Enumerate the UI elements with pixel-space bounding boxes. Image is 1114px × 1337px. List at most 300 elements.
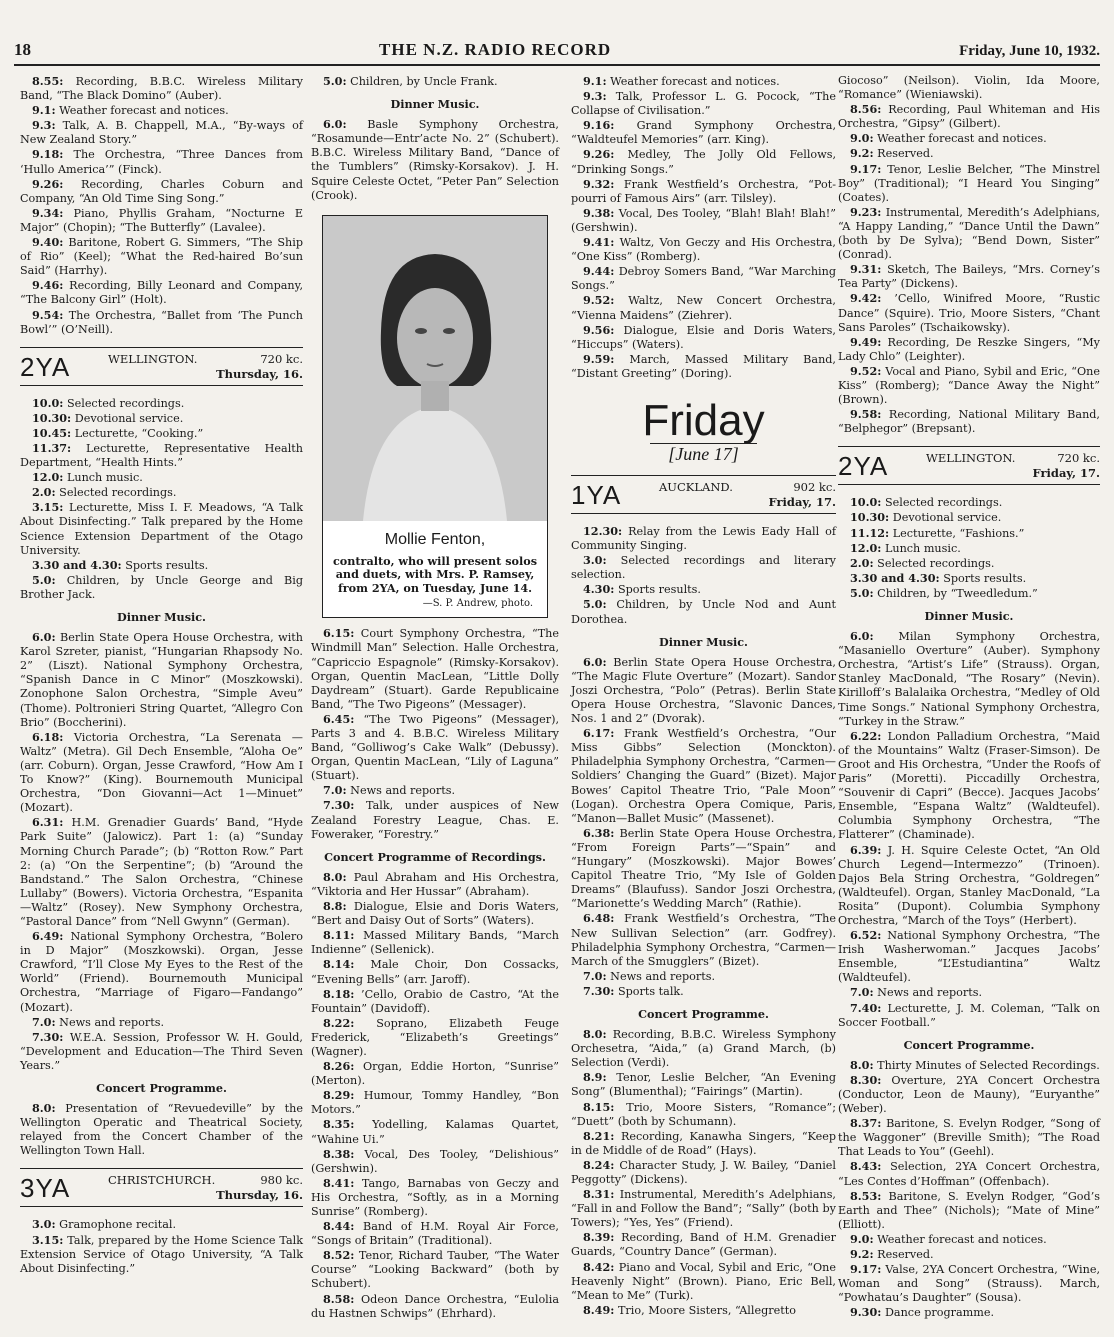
station-city: AUCKLAND. (659, 479, 733, 494)
entry-text: ’Cello, Winifred Moore, “Rustic Dance” (Squire). Trio, Moore Sisters, “Chant Sans Paroles” (Tschaikowsky). (838, 292, 1100, 334)
entry-time: 9.42: (850, 291, 882, 306)
programme-entry (838, 1262, 1100, 1305)
section-heading: Concert Programme. (638, 1006, 769, 1021)
entry-text: Sketch, The Baileys, “Mrs. Corney’s Tea Party” (Dickens). (838, 263, 1101, 291)
programme-entry (20, 426, 303, 441)
entry-text: Grand Symphony Orchestra, “Waldteufel Memories” (arr. King). (571, 119, 836, 147)
entry-time: 8.56: (850, 102, 882, 117)
programme-entry (20, 1233, 303, 1276)
programme-entry (838, 1305, 1100, 1320)
programme-entry (20, 929, 303, 1015)
entry-text: Weather forecast and notices. (59, 104, 229, 118)
entry-time: 8.52: (323, 1248, 355, 1263)
photo-subject-name: Mollie Fenton, (384, 530, 486, 548)
entry-text: Organ, Eddie Horton, “Sunrise” (Merton). (311, 1060, 559, 1088)
programme-entry (838, 1159, 1100, 1188)
portrait-illustration (323, 216, 547, 521)
programme-entry (571, 1100, 836, 1129)
entry-text: Devotional service. (74, 411, 184, 425)
entry-time: 10.30: (32, 410, 72, 425)
section-heading: Dinner Music. (390, 97, 480, 112)
entry-text: Recording, National Military Band, “Belphegor” (Brepsant). (838, 408, 1100, 436)
programme-entry (20, 206, 303, 235)
entry-text: News and reports. (350, 784, 456, 798)
programme-entry (571, 264, 836, 293)
entry-time: 8.21: (583, 1128, 615, 1143)
section-heading: Dinner Music. (924, 609, 1014, 623)
programme-entry (571, 524, 836, 553)
programme-entry (311, 870, 559, 899)
portrait-photo (322, 215, 548, 619)
entry-time: 9.44: (583, 264, 615, 279)
section-heading: Dinner Music. (117, 610, 206, 624)
entry-time: 7.40: (850, 1000, 882, 1015)
entry-time: 6.15: (323, 626, 355, 641)
section-heading: Concert Programme. (96, 1081, 227, 1095)
station-header (20, 1168, 303, 1207)
programme-entry (311, 117, 559, 203)
programme-entry (311, 783, 559, 798)
programme-entry (838, 364, 1100, 407)
programme-entry (571, 1230, 836, 1259)
programme-entry (571, 118, 836, 147)
programme-entry (571, 826, 836, 912)
programme-entry (571, 553, 836, 582)
continued-text: Giocoso” (Neilson). Violin, Ida Moore, “Romance” (Wieniawski). (838, 74, 1100, 102)
programme-entry (838, 262, 1100, 291)
entry-time: 6.22: (850, 728, 882, 743)
entry-text: Trio, Moore Sisters, “Allegretto (617, 1303, 796, 1317)
column-4 (838, 74, 1100, 1321)
entry-time: 8.37: (850, 1116, 882, 1131)
entry-time: 9.49: (850, 334, 882, 349)
entry-text: Devotional service. (892, 511, 1002, 525)
programme-entry (838, 495, 1100, 510)
entry-text: Talk, Professor L. G. Pocock, “The Collapse of Civilisation.” (571, 90, 836, 118)
entry-text: Baritone, Robert G. Simmers, “The Ship of Rio” (Keel); “What the Red-haired Bo’sun Said” (Harrhy). (20, 236, 303, 278)
programme-entry (311, 899, 559, 928)
entry-text: Talk, under auspices of New Zealand Forestry League, Chas. E. Foweraker, “Forestry.” (311, 799, 559, 841)
entry-time: 6.49: (32, 929, 64, 944)
programme-entry (838, 571, 1100, 586)
entry-text: National Symphony Orchestra, “The Irish Washerwoman.” Jacques Jacobs’ Ensemble, “L’Estudiantina” Waltz (Waldteufel). (838, 929, 1100, 985)
programme-entry (838, 1247, 1100, 1262)
entry-time: 9.18: (32, 147, 64, 162)
entry-text: Waltz, Von Geczy and His Orchestra, “One Kiss” (Romberg). (571, 236, 836, 264)
programme-entry (20, 1101, 303, 1158)
entry-text: Soprano, Elizabeth Feuge Frederick, “Elizabeth’s Greetings” (Wagner). (311, 1016, 559, 1058)
entry-time: 8.9: (583, 1070, 607, 1085)
programme-entry (20, 118, 303, 147)
station-header (571, 475, 836, 514)
entry-time: 8.38: (323, 1146, 355, 1161)
entry-text: Tenor, Leslie Belcher, “The Minstrel Boy” (Traditional); “I Heard You Singing” (Coates). (838, 162, 1100, 204)
programme-entry (311, 1147, 559, 1176)
entry-time: 9.46: (32, 278, 64, 293)
entry-time: 8.44: (323, 1219, 355, 1234)
entry-text: Baritone, S. Evelyn Rodger, “God’s Earth and Thee” (Nichols); “Mate of Mine” (Elliott). (838, 1189, 1100, 1231)
entry-time: 12.0: (850, 540, 882, 555)
entry-text: Selected recordings. (66, 396, 185, 410)
programme-entry (571, 911, 836, 968)
entry-time: 3.15: (32, 500, 64, 515)
programme-entry (20, 500, 303, 557)
programme-entry (838, 1189, 1100, 1232)
entry-text: Waltz, New Concert Orchestra, “Vienna Maidens” (Ziehrer). (571, 294, 836, 322)
entry-time: 7.0: (32, 1014, 56, 1029)
entry-time: 7.30: (583, 983, 615, 998)
entry-time: 8.18: (323, 986, 355, 1001)
programme-entry (838, 526, 1100, 541)
programme-entry (20, 470, 303, 485)
entry-time: 8.26: (323, 1059, 355, 1074)
entry-text: ’Cello, Orabio de Castro, “At the Fountain” (Davidoff). (311, 987, 559, 1015)
entry-time: 6.39: (850, 842, 882, 857)
programme-entry (571, 89, 836, 118)
entry-text: Piano, Phyllis Graham, “Nocturne E Major” (Chopin); “The Butterfly” (Lavalee). (20, 206, 303, 234)
programme-entry (311, 1016, 559, 1059)
programme-entry (311, 74, 559, 89)
entry-time: 10.0: (850, 495, 882, 510)
entry-text: Basle Symphony Orchestra, “Rosamunde—Entr’acte No. 2” (Schubert). B.B.C. Wireless Military Band, “Dance of the Tumblers” (Rimsky-Korsakov). J. H. Squire Celeste Octet, “Peter Pan” Selection (Crook). (311, 118, 559, 202)
programme-entry (311, 957, 559, 986)
programme-entry (20, 1015, 303, 1030)
entry-text: Vocal, Des Tooley, “Delishious” (Gershwin). (311, 1147, 559, 1175)
entry-time: 6.38: (583, 825, 615, 840)
entry-time: 8.0: (323, 869, 347, 884)
entry-time: 6.0: (583, 654, 607, 669)
entry-time: 3.15: (32, 1232, 64, 1247)
programme-entry (311, 626, 559, 712)
programme-entry (838, 985, 1100, 1000)
entry-text: Sports results. (125, 558, 209, 572)
entry-time: 7.30: (32, 1029, 64, 1044)
programme-entry (20, 411, 303, 426)
entry-time: 10.45: (32, 425, 72, 440)
entry-text: Baritone, S. Evelyn Rodger, “Song of the Waggoner” (Breville Smith); “The Road That Leads to You” (Geehl). (838, 1117, 1100, 1159)
entry-time: 8.0: (850, 1057, 874, 1072)
programme-entry (838, 335, 1100, 364)
entry-text: London Palladium Orchestra, “Maid of the Mountains” Waltz (Fraser-Simson). De Groot and His Orchestra, “Under the Roofs of Paris” (Moretti). Piccadilly Orchestra, “Souvenir di Capri” (Becce). Jacques Jacobs’ Ensemble, “Espana Waltz” (Waldteufel). Columbia Symphony Orchestra, “The Flatterer” (Chaminade). (838, 729, 1100, 842)
programme-entry (311, 928, 559, 957)
programme-entry (571, 1158, 836, 1187)
entry-text: Lecturette, “Fashions.” (892, 526, 1025, 540)
entry-text: Dialogue, Elsie and Doris Waters, “Hiccups” (Waters). (571, 323, 836, 351)
entry-time: 2.0: (32, 485, 56, 500)
programme-entry (311, 1059, 559, 1088)
entry-text: Reserved. (877, 147, 934, 161)
programme-entry (571, 1129, 836, 1158)
entry-text: Victoria Orchestra, “La Serenata —Waltz” (Metra). Gil Dech Ensemble, “Aloha Oe” (arr. Coburn). Organ, Jesse Crawford, “How Am I To Know?” (King). Bournemouth Municipal Orchestra, “Don Giovanni—Act 1—Minuet” (Mozart). (20, 730, 303, 815)
entry-time: 2.0: (850, 555, 874, 570)
programme-entry (311, 1219, 559, 1248)
programme-entry (20, 235, 303, 278)
day-banner (571, 395, 836, 465)
entry-text: Odeon Dance Orchestra, “Eulolia du Hastnen Schwips” (Ehrhard). (311, 1292, 560, 1320)
entry-text: News and reports. (59, 1015, 165, 1029)
entry-time: 4.30: (583, 582, 615, 597)
programme-entry (838, 102, 1100, 131)
entry-time: 7.0: (323, 783, 347, 798)
programme-entry (838, 843, 1100, 929)
entry-time: 8.31: (583, 1187, 615, 1202)
entry-text: Piano and Vocal, Sybil and Eric, “One Heavenly Night” (Brown). Piano, Eric Bell, “Mean to Me” (Turk). (571, 1260, 836, 1302)
section-heading: Dinner Music. (659, 634, 748, 649)
entry-text: Children, by “Tweedledum.” (877, 586, 1038, 600)
entry-time: 9.26: (583, 147, 615, 162)
entry-text: Valse, 2YA Concert Orchestra, “Wine, Woman and Song” (Strauss). March, “Powhatau’s Daughter” (Sousa). (838, 1263, 1100, 1305)
entry-time: 6.0: (850, 629, 874, 644)
programme-entry (838, 1073, 1100, 1116)
programme-entry (20, 177, 303, 206)
station-city: CHRISTCHURCH. (108, 1173, 216, 1188)
photo-credit: —S. P. Andrew, photo. (422, 598, 533, 610)
entry-text: Selected recordings. (59, 486, 177, 500)
entry-time: 8.53: (850, 1188, 882, 1203)
programme-entry (20, 558, 303, 573)
entry-time: 9.31: (850, 262, 882, 277)
station-header (838, 446, 1100, 485)
entry-time: 9.16: (583, 118, 615, 133)
entry-text: Selected recordings and literary selection. (571, 554, 837, 582)
entry-time: 9.34: (32, 205, 64, 220)
entry-text: March, Massed Military Band, “Distant Greeting” (Doring). (571, 352, 836, 380)
entry-time: 8.11: (323, 928, 355, 943)
programme-entry (20, 630, 303, 730)
entry-time: 12.30: (583, 523, 623, 538)
entry-time: 8.0: (32, 1101, 56, 1116)
entry-text: Weather forecast and notices. (877, 1232, 1047, 1246)
entry-text: Medley, The Jolly Old Fellows, “Drinking Songs.” (571, 148, 837, 176)
programme-entry (20, 103, 303, 118)
station-code: 3YA (20, 1173, 71, 1204)
entry-text: Paul Abraham and His Orchestra, “Viktoria and Her Hussar” (Abraham). (311, 870, 560, 898)
entry-text: Lunch music. (884, 541, 961, 555)
entry-time: 8.39: (583, 1230, 615, 1245)
programme-entry (838, 556, 1100, 571)
entry-time: 9.58: (850, 407, 882, 422)
entry-text: H.M. Grenadier Guards’ Band, “Hyde Park Suite” (Jalowicz). Part 1: (a) “Sunday Morning Church Parade”; (b) “Rotton Row.” Part 2: (a) “On the Serpentine”; (b) “Around the Bandstand.” The Salon Orchestra, “Chinese Lullaby” (Bowers). Victoria Orchestra, “Espanita—Waltz” (Rosey). New Symphony Orchestra, “Pastoral Dance” from “Nell Gwynn” (German). (20, 816, 303, 928)
entry-text: Instrumental, Meredith’s Adelphians, “Fall in and Follow the Band”; “Sally” (both by Towers); “Yes, Yes” (Friend). (571, 1188, 836, 1230)
programme-entry (838, 586, 1100, 601)
station-city: WELLINGTON. (108, 351, 198, 366)
entry-text: Recording, Billy Leonard and Company, “The Balcony Girl” (Holt). (20, 279, 303, 307)
programme-entry (571, 984, 836, 999)
entry-time: 8.14: (323, 957, 355, 972)
station-frequency: 980 kc. (260, 1173, 303, 1188)
entry-text: Lunch music. (66, 471, 143, 485)
entry-time: 9.1: (583, 74, 607, 88)
entry-time: 6.48: (583, 911, 615, 926)
entry-text: Lecturette, Miss I. F. Meadows, “A Talk About Disinfecting.” Talk prepared by the Home Science Extension Department of the Otago University. (20, 501, 303, 557)
entry-text: Children, by Uncle George and Big Brother Jack. (20, 573, 303, 601)
entry-time: 9.17: (850, 1262, 882, 1277)
entry-time: 9.38: (583, 205, 615, 220)
programme-entry (838, 407, 1100, 436)
entry-text: Massed Military Bands, “March Indienne” (Sellenick). (311, 929, 559, 957)
entry-text: Dance programme. (884, 1306, 995, 1320)
entry-text: Lecturette, “Cooking.” (74, 426, 204, 440)
entry-time: 9.3: (32, 118, 56, 133)
station-day: Friday, 17. (1032, 466, 1100, 481)
page-number: 18 (14, 40, 31, 59)
entry-text: Trio, Moore Sisters, “Romance”; “Duett” (both by Schumann). (571, 1100, 836, 1128)
entry-time: 8.29: (323, 1088, 355, 1103)
entry-text: Recording, Paul Whiteman and His Orchestra, “Gipsy” (Gilbert). (838, 103, 1100, 131)
programme-entry (311, 1292, 559, 1321)
section-heading: Concert Programme. (903, 1037, 1035, 1052)
entry-text: Recording, B.B.C. Wireless Military Band, “The Black Domino” (Auber). (20, 75, 303, 103)
entry-text: Court Symphony Orchestra, “The Windmill Man” Selection. Halle Orchestra, “Capriccio Espagnole” (Rimsky-Korsakov). Organ, Quentin MacLean, “Little Dolly Daydream” (Stuart). Garde Republicaine Band, “The Two Pigeons” (Messager). (311, 627, 559, 711)
programme-entry (838, 1058, 1100, 1073)
entry-time: 3.0: (583, 553, 607, 568)
entry-time: 5.0: (583, 597, 607, 612)
entry-text: Berlin State Opera House Orchestra, “The Magic Flute Overture” (Mozart). Sandor Joszi Orchestra, “Polo” (Petras). Berlin State Opera House Orchestra, “Slavonic Dances, Nos. 1 and 2” (Dvorak). (571, 655, 836, 726)
column-3 (571, 74, 836, 1318)
entry-text: Children, by Uncle Frank. (350, 75, 498, 88)
entry-time: 6.52: (850, 928, 882, 943)
entry-time: 6.0: (32, 630, 56, 645)
entry-time: 8.24: (583, 1157, 615, 1172)
entry-text: Talk, A. B. Chappell, M.A., “By-ways of New Zealand Story.” (20, 119, 303, 147)
entry-time: 9.17: (850, 161, 882, 176)
entry-text: Frank Westfield’s Orchestra, “The New Sullivan Selection” (arr. Godfrey). Philadelphia Symphony Orchestra, “Carmen—March of the Smugglers” (Bizet). (571, 912, 836, 968)
programme-entry (311, 1176, 559, 1219)
entry-time: 9.54: (32, 307, 64, 322)
entry-time: 8.0: (583, 1027, 607, 1042)
entry-text: Debroy Somers Band, “War Marching Songs.” (571, 265, 836, 293)
programme-entry (20, 396, 303, 411)
entry-text: Band of H.M. Royal Air Force, “Songs of Britain” (Traditional). (311, 1220, 559, 1248)
entry-text: Character Study, J. W. Bailey, “Daniel Peggotty” (Dickens). (571, 1158, 837, 1186)
entry-time: 9.2: (850, 1247, 874, 1262)
programme-entry (571, 293, 836, 322)
entry-time: 3.30 and 4.30: (32, 557, 122, 572)
publication-title: THE N.Z. RADIO RECORD (379, 40, 612, 59)
programme-entry (20, 815, 303, 929)
programme-entry (838, 291, 1100, 334)
entry-time: 7.0: (850, 985, 874, 1000)
programme-entry (838, 541, 1100, 556)
programme-entry (571, 352, 836, 381)
entry-text: News and reports. (877, 986, 983, 1000)
entry-time: 10.30: (850, 510, 890, 525)
entry-time: 10.0: (32, 395, 64, 410)
entry-text: Frank Westfield’s Orchestra, “Pot-pourri of Famous Airs” (arr. Tilsley). (571, 177, 836, 205)
station-city: WELLINGTON. (926, 451, 1016, 466)
entry-text: Vocal and Piano, Sybil and Eric, “One Kiss” (Romberg); “Dance Away the Night” (Brown). (838, 364, 1101, 407)
programme-entry (311, 1088, 559, 1117)
entry-time: 9.0: (850, 1231, 874, 1246)
programme-entry (571, 1027, 836, 1070)
programme-entry (571, 655, 836, 726)
station-code: 2YA (838, 451, 889, 482)
entry-text: Lecturette, J. M. Coleman, “Talk on Soccer Football.” (838, 1001, 1100, 1029)
programme-entry (838, 162, 1100, 205)
programme-entry (311, 987, 559, 1016)
entry-time: 9.3: (583, 89, 607, 104)
entry-text: Instrumental, Meredith’s Adelphians, “A Happy Landing,” “Dance Until the Dawn” (both by De Sylva); “Bend Down, Sister” (Conrad). (838, 205, 1100, 262)
entry-text: Talk, prepared by the Home Science Talk Extension Service of Otago University, “A Talk About Disinfecting.” (20, 1233, 303, 1275)
entry-text: Recording, Band of H.M. Grenadier Guards, “Country Dance” (German). (571, 1231, 836, 1259)
programme-entry (571, 1187, 836, 1230)
entry-text: Yodelling, Kalamas Quartet, “Wahine Ui.” (311, 1118, 559, 1146)
entry-time: 8.42: (583, 1259, 615, 1274)
entry-text: J. H. Squire Celeste Octet, “An Old Church Legend—Intermezzo” (Trinoen). Dajos Bela String Orchestra, “Goldregen” (Waldteufel). Organ, Stanley MacDonald, “La Rosita” (Dupont). Columbia Symphony Orchestra, “March of the Toys” (Herbert). (838, 843, 1100, 927)
programme-entry (20, 278, 303, 307)
entry-time: 9.52: (850, 363, 882, 378)
section-heading: Concert Programme of Recordings. (324, 849, 546, 864)
entry-time: 8.30: (850, 1072, 882, 1087)
programme-entry (571, 206, 836, 235)
entry-text: Humour, Tommy Handley, “Bon Motors.” (311, 1089, 559, 1117)
entry-time: 9.41: (583, 235, 615, 250)
programme-entry (838, 1232, 1100, 1247)
page-header (14, 34, 1100, 66)
entry-time: 6.18: (32, 729, 64, 744)
entry-time: 9.40: (32, 235, 64, 250)
entry-time: 9.0: (850, 131, 874, 146)
entry-time: 8.22: (323, 1015, 355, 1030)
entry-time: 9.56: (583, 322, 615, 337)
entry-text: Gramophone recital. (59, 1218, 177, 1232)
programme-entry (571, 597, 836, 626)
portrait-image (323, 216, 547, 521)
programme-entry (838, 510, 1100, 525)
entry-text: Sports talk. (617, 984, 684, 998)
entry-text: Berlin State Opera House Orchestra, with Karol Szreter, pianist, “Hungarian Rhapsody No. 2” (Liszt). National Symphony Orchestra, “Spanish Dance in C Minor” (Moszkowski). Zonophone Salon Orchestra, “Simple Aveu” (Thome). Poltronieri String Quartet, “Allegro Con Brio” (Boccherini). (20, 631, 303, 729)
station-header (20, 347, 303, 386)
entry-time: 9.23: (850, 204, 882, 219)
entry-time: 9.32: (583, 176, 615, 191)
entry-text: Tenor, Leslie Belcher, “An Evening Song” (Blumenthal); “Fairings” (Martin). (571, 1071, 837, 1099)
entry-text: Selection, 2YA Concert Orchestra, “Les Contes d’Hoffman” (Offenbach). (838, 1160, 1100, 1188)
entry-text: National Symphony Orchestra, “Bolero in D Major” (Moszkowski). Organ, Jesse Crawford, “I’ll Close My Eyes to the Rest of the World” (Friend). Bournemouth Municipal Orchestra, “Marriage of Figaro—Fandango” (Mozart). (20, 930, 303, 1014)
entry-time: 8.15: (583, 1099, 615, 1114)
entry-text: Weather forecast and notices. (610, 75, 780, 88)
entry-text: Recording, Charles Coburn and Company, “An Old Time Sing Song.” (20, 177, 304, 205)
entry-text: Milan Symphony Orchestra, “Masaniello Overture” (Auber). Symphony Orchestra, “Artist’s Life” (Strauss). Organ, Stanley MacDonald, “The Rosary” (Nevin). Kirilloff’s Balalaika Orchestra, “Medley of Old Time Songs.” National Symphony Orchestra, “Turkey in the Straw.” (838, 630, 1100, 728)
programme-entry (20, 1030, 303, 1073)
entry-text: Tenor, Richard Tauber, “The Water Course” “Looking Backward” (both by Schubert). (311, 1249, 560, 1291)
entry-text: Selected recordings. (877, 556, 995, 570)
station-day: Thursday, 16. (216, 1188, 303, 1203)
issue-date: Friday, June 10, 1932. (959, 43, 1100, 59)
programme-entry (838, 146, 1100, 161)
station-code: 1YA (571, 479, 622, 510)
column-1 (20, 74, 303, 1276)
programme-entry (571, 582, 836, 597)
programme-entry (838, 629, 1100, 729)
station-frequency: 720 kc. (260, 351, 303, 366)
entry-time: 9.2: (850, 146, 874, 161)
entry-text: Selected recordings. (884, 496, 1003, 510)
entry-text: Recording, Kanawha Singers, “Keep in de Middle of de Road” (Hays). (571, 1129, 836, 1157)
entry-time: 8.8: (323, 899, 347, 914)
entry-text: Frank Westfield’s Orchestra, “Our Miss Gibbs” Selection (Monckton). Philadelphia Symphony Orchestra, “Carmen—Soldiers’ Changing the Guard” (Bizet). Major Bowes’ Capitol Theatre Trio, “Pale Moon” (Logan). Orchestra Opera Comique, Paris, “Manon—Ballet Music” (Massenet). (571, 727, 836, 825)
entry-text: The Orchestra, “Ballet from ‘The Punch Bowl’” (O’Neill). (20, 308, 303, 336)
entry-text: Dialogue, Elsie and Doris Waters, “Bert and Daisy Out of Sorts” (Waters). (311, 900, 559, 928)
programme-entry (20, 74, 303, 103)
programme-entry (20, 147, 303, 176)
entry-time: 5.0: (32, 572, 56, 587)
entry-text: Vocal, Des Tooley, “Blah! Blah! Blah!” (Gershwin). (571, 206, 836, 234)
entry-time: 8.58: (323, 1291, 355, 1306)
entry-time: 11.12: (850, 525, 890, 540)
station-frequency: 902 kc. (793, 479, 836, 494)
entry-text: Children, by Uncle Nod and Aunt Dorothea. (571, 598, 836, 626)
programme-entry (311, 1117, 559, 1146)
